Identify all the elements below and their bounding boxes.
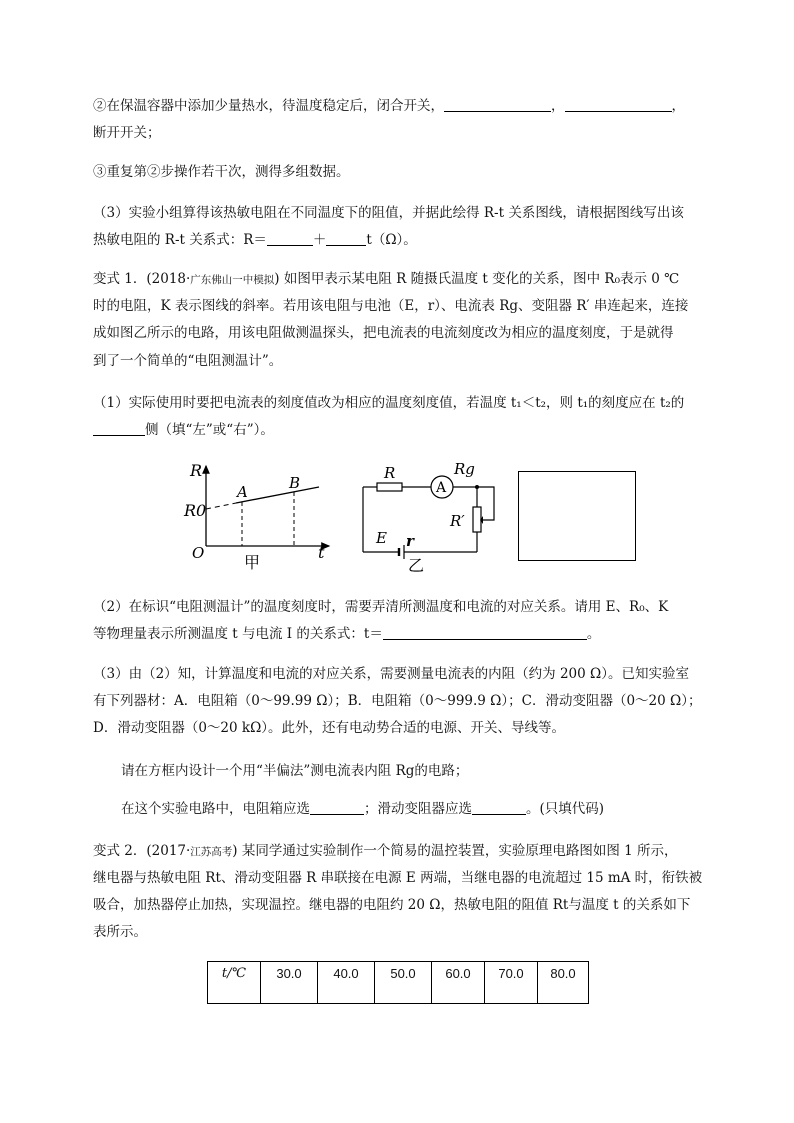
- variant1-line2: 时的电阻，K 表示图线的斜率。若用该电阻与电池（E，r）、电流表 Rg、变阻器 R′ 串连起来，连接: [93, 298, 689, 314]
- step3-line: ③重复第②步操作若干次，测得多组数据。: [93, 164, 350, 180]
- variant2-line3: 吸合，加热器停止加热，实现温控。继电器的电阻约 20 Ω，热敏电阻的阻值 Rt与温度 t 的关系如下: [93, 897, 691, 913]
- variant1-label: 变式 1．(2018·: [93, 271, 191, 287]
- variant2-line1: [93, 842, 678, 861]
- part1-text: 侧（填“左”或“右”）。: [145, 422, 274, 438]
- extrapolation-dashed-line: [206, 503, 236, 509]
- origin-label: O: [192, 544, 205, 562]
- answer-blank-r0[interactable]: [267, 231, 313, 246]
- figure-jia-graph: [182, 458, 342, 573]
- table-cell: 60.0: [432, 962, 485, 1004]
- answer-blank-2[interactable]: [565, 97, 672, 112]
- step2-text: ②在保温容器中添加少量热水，待温度稳定后，闭合开关，: [93, 98, 444, 114]
- answer-blank-1[interactable]: [444, 97, 551, 112]
- q3-text: 热敏电阻的 R-t 关系式：R＝: [93, 232, 267, 248]
- emf-label: E: [376, 529, 387, 547]
- variant2-label: 变式 2．(2017·: [93, 843, 191, 859]
- part3-line2: 有下列器材：A．电阻箱（0～99.99 Ω）；B．电阻箱（0～999.9 Ω）；C．滑动变阻器（0～20 Ω）；: [93, 693, 702, 709]
- part3-text: 在这个实验电路中，电阻箱应选: [121, 801, 310, 817]
- variant2-line4: 表所示。: [93, 924, 147, 940]
- part3-line5: [121, 800, 604, 818]
- resistor-r-label: R: [384, 464, 396, 482]
- figure-jia-caption: 甲: [244, 553, 261, 572]
- rg-label: Rg: [454, 460, 475, 478]
- q3-line2: [93, 231, 417, 249]
- variant2-source: 江苏高考: [190, 846, 233, 858]
- part1-line1: （1）实际使用时要把电流表的刻度值改为相应的温度刻度值，若温度 t₁＜t₂，则 t₁的刻度应在 t₂的: [93, 395, 685, 411]
- r0-label: R0: [184, 501, 207, 520]
- table-cell: 30.0: [261, 962, 318, 1004]
- ammeter-label: A: [436, 480, 447, 496]
- table-header-cell: t/℃: [208, 962, 261, 1004]
- r-axis-label: R: [190, 461, 203, 480]
- point-a-label: A: [237, 483, 248, 501]
- variant1-line4: 到了一个简单的“电阻测温计”。: [93, 353, 283, 369]
- part3-line3: D．滑动变阻器（0～20 kΩ）。此外，还有电动势合适的电源、开关、导线等。: [93, 720, 566, 736]
- answer-blank-side[interactable]: [93, 421, 145, 436]
- answer-blank-formula[interactable]: [383, 625, 587, 640]
- q3-line1: （3）实验小组算得该热敏电阻在不同温度下的阻值，并据此绘得 R-t 关系图线，请根据图线写出该: [93, 205, 684, 221]
- variant1-source: 广东佛山一中模拟: [190, 274, 275, 286]
- table-cell: 40.0: [318, 962, 375, 1004]
- point-b-label: B: [289, 474, 301, 492]
- table-row: [208, 962, 589, 1004]
- variant1-text: ) 如图甲表示某电阻 R 随摄氏温度 t 变化的关系，图中 R₀表示 0 ℃: [274, 271, 680, 287]
- step2-line2: 断开开关；: [93, 125, 161, 141]
- answer-blank-k[interactable]: [326, 231, 366, 246]
- r-prime-label: R′: [450, 512, 465, 530]
- plus-sign: ＋: [312, 232, 327, 248]
- rheostat-r-prime: [473, 507, 481, 532]
- part3-text: 。(只填代码): [526, 801, 605, 817]
- variant2-line2: 继电器与热敏电阻 Rt、滑动变阻器 R 串联接在电源 E 两端，当继电器的电流超过 15 mA 时，衔铁被: [93, 870, 703, 886]
- internal-resistance-label: r: [406, 532, 414, 550]
- comma: ，: [671, 98, 685, 114]
- variant2-text: ) 某同学通过实验制作一个简易的温控装置，实验原理电路图如图 1 所示，: [232, 843, 678, 859]
- part2-text: 等物理量表示所测温度 t 与电流 I 的关系式：t＝: [93, 626, 383, 642]
- table-cell: 70.0: [485, 962, 538, 1004]
- temperature-table: [207, 961, 589, 1004]
- part3-line1: （3）由（2）知，计算温度和电流的对应关系，需要测量电流表的内阻（约为 200 Ω）。已知实验室: [93, 666, 689, 682]
- q3-unit: t（Ω）。: [366, 232, 417, 248]
- part2-line2: [93, 625, 600, 643]
- answer-blank-rheostat[interactable]: [472, 800, 526, 815]
- part3-line4: 请在方框内设计一个用“半偏法”测电流表内阻 Rg的电路；: [121, 763, 469, 779]
- part2-line1: （2）在标识“电阻测温计”的温度刻度时，需要弄清所测温度和电流的对应关系。请用 E、R₀、K: [93, 599, 669, 615]
- variant1-line3: 成如图乙所示的电路，用该电阻做测温探头，把电流表的电流刻度改为相应的温度刻度，于是就得: [93, 325, 674, 341]
- answer-blank-resistance-box[interactable]: [310, 800, 364, 815]
- t-axis-label: t: [318, 543, 325, 562]
- r-t-line: [236, 487, 319, 503]
- table-cell: 80.0: [538, 962, 589, 1004]
- figure-yi-circuit: [356, 458, 506, 573]
- period: 。: [586, 626, 601, 642]
- part3-text: ；滑动变阻器应选: [364, 801, 472, 817]
- circuit-design-box[interactable]: [518, 471, 636, 561]
- step2-line: [93, 97, 685, 115]
- resistor-r: [377, 483, 402, 491]
- comma: ，: [551, 98, 565, 114]
- variant1-line1: [93, 270, 679, 289]
- table-cell: 50.0: [375, 962, 432, 1004]
- part1-line2: [93, 421, 274, 439]
- figure-yi-caption: 乙: [408, 556, 425, 573]
